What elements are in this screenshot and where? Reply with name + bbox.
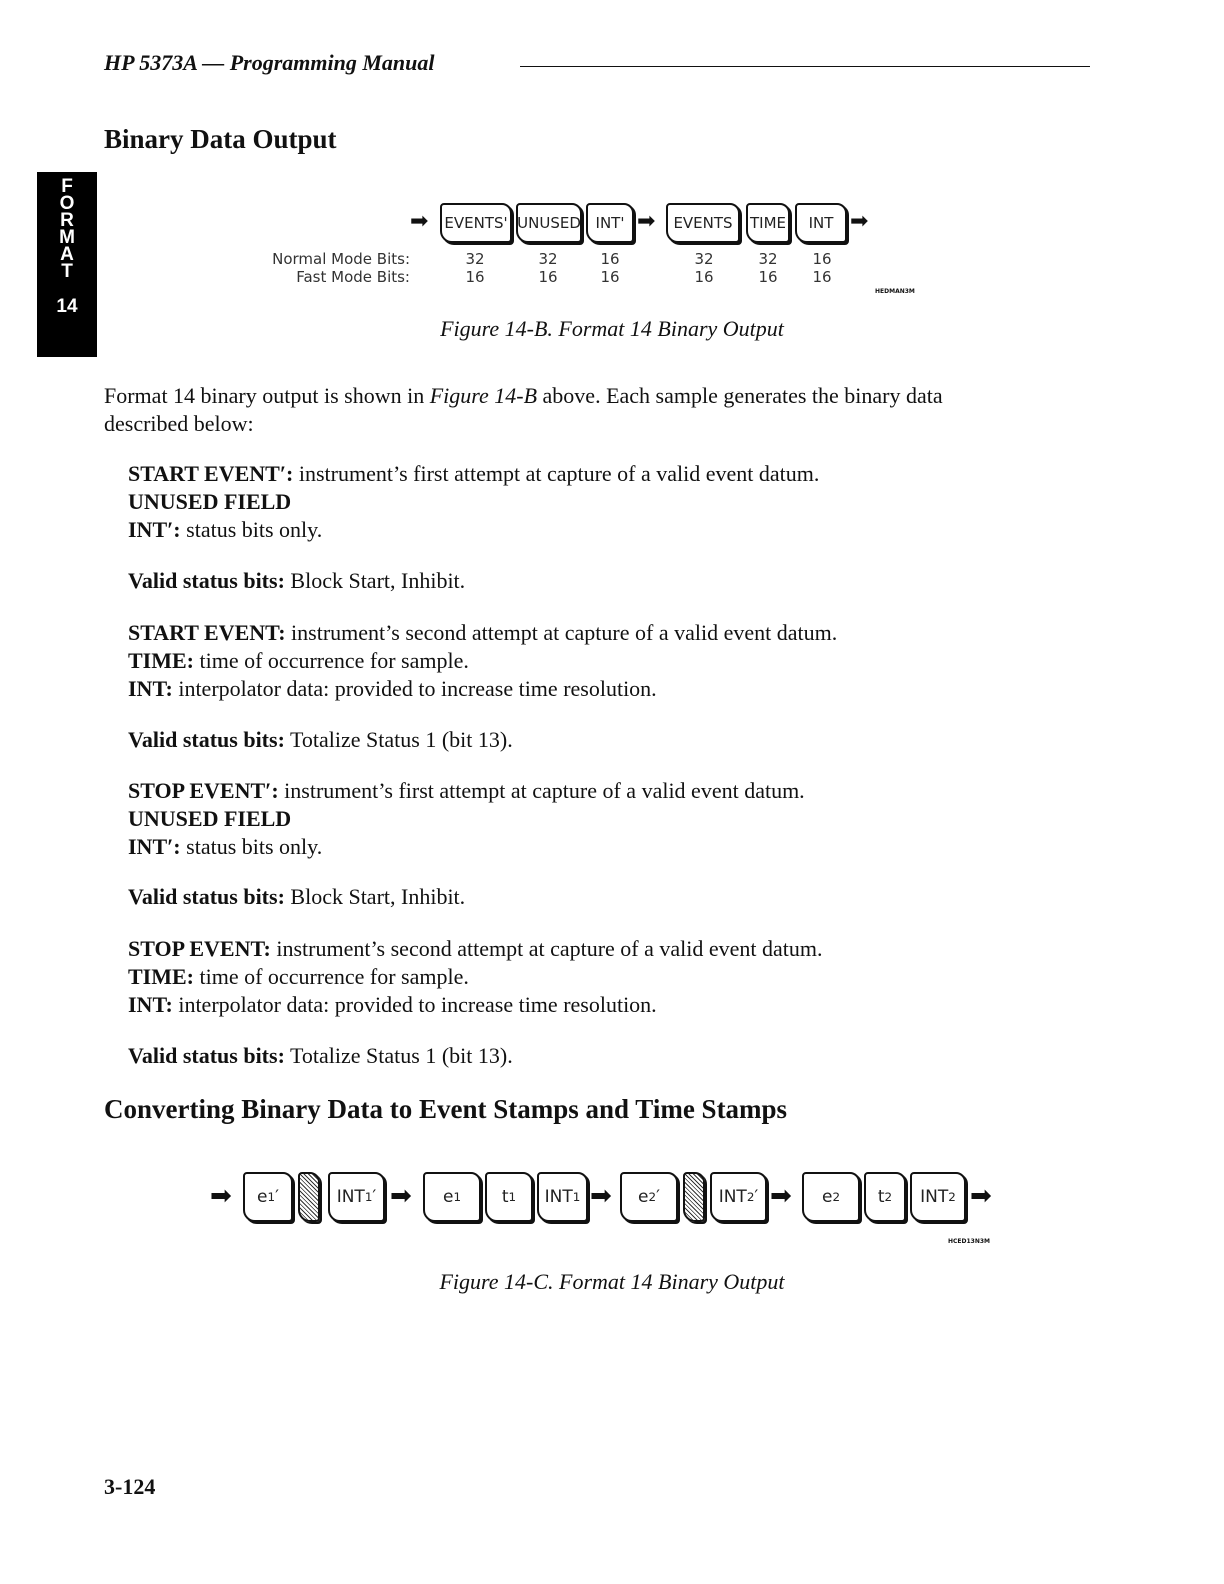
field-box [710, 1172, 767, 1222]
description-line [128, 647, 469, 675]
description-term: INT: [128, 992, 173, 1017]
unused-field-box [683, 1172, 705, 1222]
figure-code: HCED13N3M [948, 1238, 991, 1245]
figure-14b-diagram [0, 0, 1224, 300]
page-number: 3-124 [104, 1474, 156, 1499]
description-line [128, 833, 322, 861]
description-line [128, 516, 322, 544]
field-label: e [638, 1187, 649, 1207]
field-box [537, 1172, 588, 1222]
field-label: t [501, 1187, 509, 1207]
section-title-binary-data-output: Binary Data Output [104, 124, 337, 154]
description-term: START EVENT: [128, 620, 286, 645]
description-term: Valid status bits: [128, 1043, 285, 1068]
field-box [802, 1172, 860, 1222]
fast-bits-value: 16 [600, 268, 620, 286]
description-text: Totalize Status 1 (bit 13). [284, 727, 513, 752]
description-term: STOP EVENT: [128, 936, 271, 961]
description-line [128, 726, 513, 754]
normal-bits-value: 32 [465, 250, 485, 268]
description-text: time of occurrence for sample. [194, 648, 469, 673]
normal-bits-value: 16 [812, 250, 832, 268]
description-line [128, 991, 657, 1019]
field-label: INT [920, 1187, 949, 1207]
figure-code: HEDMAN3M [875, 288, 915, 295]
field-label: INT [336, 1187, 365, 1207]
field-box [243, 1172, 293, 1222]
description-line [128, 488, 291, 516]
description-line [128, 963, 469, 991]
field-box: UNUSED [516, 203, 582, 243]
field-box [485, 1172, 533, 1222]
field-box: INT [795, 203, 847, 243]
field-prime: ′ [372, 1187, 377, 1207]
intro-text: described below: [104, 411, 254, 436]
description-term: START EVENT′: [128, 461, 294, 486]
field-label: INT [544, 1187, 573, 1207]
figure-14b-caption: Figure 14-B. Format 14 Binary Output [440, 316, 784, 341]
field-subscript: 1 [572, 1190, 581, 1204]
description-line [128, 460, 819, 488]
field-prime: ′ [275, 1187, 279, 1207]
running-header: HP 5373A — Programming Manual [104, 50, 435, 75]
intro-text: Format 14 binary output is shown in [104, 383, 430, 408]
side-tab-number: 14 [56, 296, 78, 317]
field-box: EVENTS [666, 203, 740, 243]
description-text: status bits only. [180, 517, 323, 542]
description-term: UNUSED FIELD [128, 489, 292, 514]
field-box: EVENTS' [440, 203, 512, 243]
fast-bits-value: 16 [538, 268, 558, 286]
description-text: Block Start, Inhibit. [284, 568, 466, 593]
field-box: TIME [746, 203, 790, 243]
normal-bits-value: 16 [600, 250, 620, 268]
field-subscript: 2 [884, 1190, 893, 1204]
arrow-right-icon: ➡ [637, 209, 656, 234]
section-title-converting: Converting Binary Data to Event Stamps and Time Stamps [104, 1094, 788, 1124]
description-text: instrument’s second attempt at capture of a valid event datum. [285, 620, 838, 645]
fast-bits-value: 16 [465, 268, 485, 286]
figure-14c-caption: Figure 14-C. Format 14 Binary Output [439, 1269, 785, 1294]
fast-bits-value: 16 [694, 268, 714, 286]
normal-bits-value: 32 [538, 250, 558, 268]
description-line [128, 675, 657, 703]
field-label: t [877, 1187, 885, 1207]
arrow-right-icon: ➡ [390, 1181, 412, 1211]
side-tab-letter: M [59, 227, 75, 248]
description-term: Valid status bits: [128, 568, 285, 593]
description-term: Valid status bits: [128, 727, 285, 752]
fast-bits-value: 16 [812, 268, 832, 286]
description-term: TIME: [128, 648, 194, 673]
description-term: INT: [128, 676, 173, 701]
description-text: Totalize Status 1 (bit 13). [284, 1043, 513, 1068]
description-line [128, 567, 465, 595]
side-tab-letter: T [61, 261, 73, 282]
field-box [328, 1172, 385, 1222]
field-box [423, 1172, 481, 1222]
field-label: e [442, 1187, 454, 1207]
description-term: STOP EVENT′: [128, 778, 279, 803]
field-subscript: 1 [364, 1190, 373, 1204]
description-text: interpolator data: provided to increase time resolution. [172, 992, 657, 1017]
field-subscript: 1 [267, 1190, 276, 1204]
side-tab-letter: O [59, 193, 75, 214]
description-text: interpolator data: provided to increase time resolution. [172, 676, 657, 701]
field-subscript: 2 [948, 1190, 956, 1204]
description-text: time of occurrence for sample. [194, 964, 469, 989]
description-term: UNUSED FIELD [128, 806, 292, 831]
field-box [864, 1172, 906, 1222]
description-term: INT′: [128, 834, 181, 859]
description-term: INT′: [128, 517, 181, 542]
description-line [128, 883, 465, 911]
normal-bits-value: 32 [758, 250, 778, 268]
normal-mode-label: Normal Mode Bits: [272, 250, 410, 268]
description-text: instrument’s first attempt at capture of a valid event datum. [293, 461, 820, 486]
arrow-right-icon: ➡ [850, 209, 869, 234]
arrow-right-icon: ➡ [210, 1181, 232, 1211]
figure-reference: Figure 14-B [429, 383, 538, 408]
side-tab-letter: R [60, 210, 74, 231]
side-tab-letter: A [60, 244, 74, 265]
field-subscript: 2 [648, 1190, 657, 1204]
intro-text: above. Each sample generates the binary data [537, 383, 943, 408]
field-prime: ′ [754, 1187, 759, 1207]
description-line [128, 805, 291, 833]
arrow-right-icon: ➡ [770, 1181, 792, 1211]
fast-bits-value: 16 [758, 268, 778, 286]
field-subscript: 2 [746, 1190, 755, 1204]
description-term: TIME: [128, 964, 194, 989]
description-line [128, 1042, 513, 1070]
description-term: Valid status bits: [128, 884, 285, 909]
field-label: e [257, 1187, 268, 1207]
description-text: instrument’s second attempt at capture of a valid event datum. [270, 936, 823, 961]
field-subscript: 1 [453, 1190, 462, 1204]
field-prime: ′ [656, 1187, 660, 1207]
description-text: Block Start, Inhibit. [284, 884, 466, 909]
intro-paragraph [104, 382, 1114, 438]
description-line [128, 935, 823, 963]
normal-bits-value: 32 [694, 250, 714, 268]
arrow-right-icon: ➡ [410, 209, 429, 234]
field-subscript: 2 [832, 1190, 841, 1204]
description-text: instrument’s first attempt at capture of a valid event datum. [278, 778, 805, 803]
field-box [910, 1172, 966, 1222]
description-text: status bits only. [180, 834, 323, 859]
field-box [620, 1172, 678, 1222]
side-tab-letter: F [61, 176, 73, 197]
field-label: INT [718, 1187, 747, 1207]
unused-field-box [298, 1172, 320, 1222]
field-box: INT' [586, 203, 634, 243]
description-line [128, 777, 805, 805]
field-subscript: 1 [508, 1190, 517, 1204]
fast-mode-label: Fast Mode Bits: [296, 268, 410, 286]
arrow-right-icon: ➡ [590, 1181, 612, 1211]
description-line [128, 619, 837, 647]
field-label: e [821, 1187, 833, 1207]
arrow-right-icon: ➡ [970, 1181, 992, 1211]
